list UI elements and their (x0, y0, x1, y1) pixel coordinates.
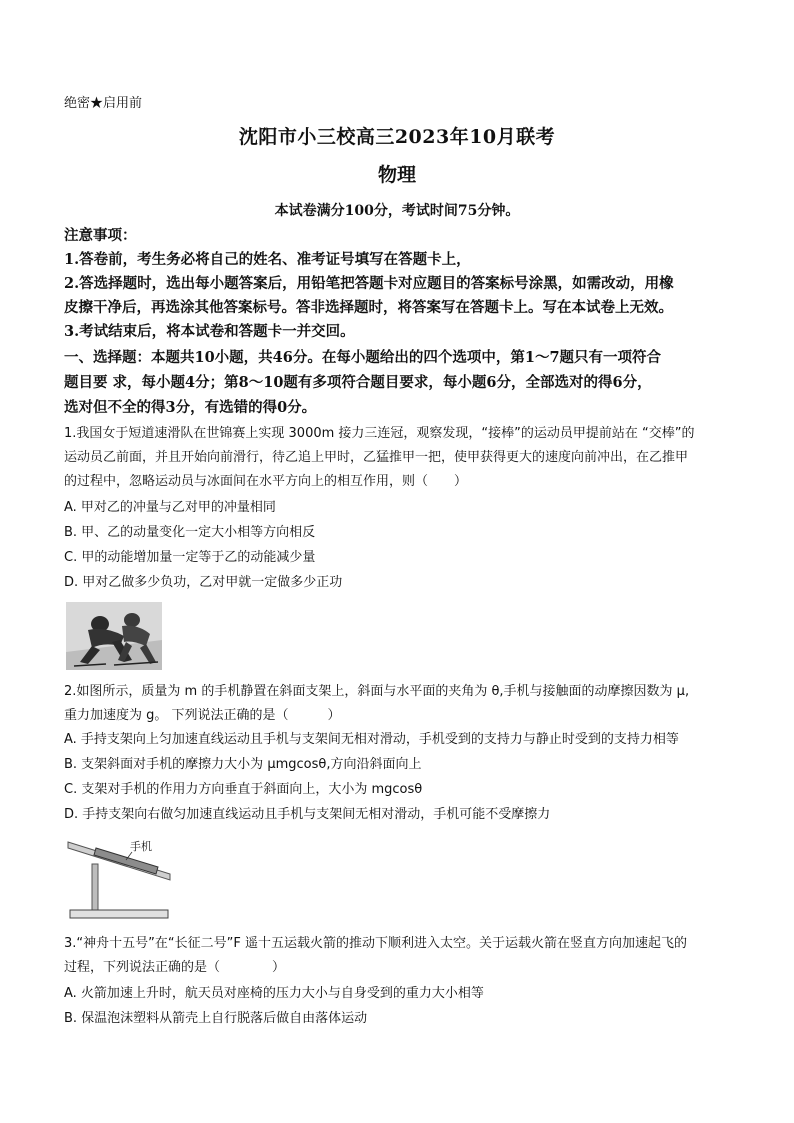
question-1-stem: 的过程中，忽略运动员与冰面间在水平方向上的相互作用，则（ ） (64, 474, 468, 489)
phone-stand-figure (66, 834, 176, 924)
question-3-stem: 过程，下列说法正确的是（ ） (64, 960, 286, 975)
question-2-option-b: B. 支架斜面对手机的摩擦力大小为 μmgcosθ,方向沿斜面向上 (64, 757, 422, 772)
confidential-label: 绝密★启用前 (64, 96, 143, 111)
question-1-option-b: B. 甲、乙的动量变化一定大小相等方向相反 (64, 525, 316, 540)
question-1-stem: 1.我国女于短道速滑队在世锦赛上实现 3000m 接力三连冠，观察发现，“接棒”的运动员甲提前站在 “交棒”的 (64, 426, 695, 441)
skaters-photo (66, 602, 162, 670)
question-1-option-d: D. 甲对乙做多少负功，乙对甲就一定做多少正功 (64, 575, 343, 590)
note-item: 3.考试结束后，将本试卷和答题卡一并交回。 (64, 323, 355, 340)
question-2-stem: 重力加速度为 g。 下列说法正确的是（ ） (64, 708, 341, 723)
note-item: 皮擦干净后，再选涂其他答案标号。答非选择题时，将答案写在答题卡上。写在本试卷上无效。 (64, 299, 673, 316)
note-item: 2.答选择题时，选出每小题答案后，用铅笔把答题卡对应题目的答案标号涂黑，如需改动，用橡 (64, 275, 674, 292)
question-3-stem: 3.“神舟十五号”在“长征二号”F 遥十五运载火箭的推动下顺利进入太空。关于运载火箭在竖直方向加速起飞的 (64, 936, 687, 951)
question-2-option-a: A. 手持支架向上匀加速直线运动且手机与支架间无相对滑动，手机受到的支持力与静止时受到的支持力相等 (64, 732, 679, 747)
question-1-stem: 运动员乙前面，并且开始向前滑行，待乙追上甲时，乙猛推甲一把，使甲获得更大的速度向前冲出，在乙推甲 (64, 450, 689, 465)
exam-info: 本试卷满分100分，考试时间75分钟。 (274, 203, 520, 219)
question-3-option-b: B. 保温泡沫塑料从箭壳上自行脱落后做自由落体运动 (64, 1011, 368, 1026)
section-instruction: 题目要 求，每小题4分；第8～10题有多项符合题目要求，每小题6分，全部选对的得6分， (64, 374, 652, 391)
notes-heading: 注意事项： (64, 227, 137, 244)
question-2-stem: 2.如图所示，质量为 m 的手机静置在斜面支架上，斜面与水平面的夹角为 θ,手机与接触面的动摩擦因数为 μ, (64, 684, 690, 699)
question-3-option-a: A. 火箭加速上升时，航天员对座椅的压力大小与自身受到的重力大小相等 (64, 986, 484, 1001)
section-instruction: 一、选择题：本题共10小题，共46分。在每小题给出的四个选项中，第1～7题只有一项符合 (64, 349, 662, 366)
section-instruction: 选对但不全的得3分，有选错的得0分。 (64, 399, 317, 416)
question-2-option-d: D. 手持支架向右做匀加速直线运动且手机与支架间无相对滑动，手机可能不受摩擦力 (64, 807, 551, 822)
subject-title: 物理 (377, 164, 416, 186)
phone-label: 手机 (130, 840, 152, 853)
note-item: 1.答卷前，考生务必将自己的姓名、准考证号填写在答题卡上， (64, 251, 471, 268)
question-1-option-a: A. 甲对乙的冲量与乙对甲的冲量相同 (64, 500, 276, 515)
exam-title: 沈阳市小三校高三2023年10月联考 (238, 126, 556, 148)
question-1-option-c: C. 甲的动能增加量一定等于乙的动能减少量 (64, 550, 316, 565)
question-2-option-c: C. 支架对手机的作用力方向垂直于斜面向上，大小为 mgcosθ (64, 782, 423, 797)
